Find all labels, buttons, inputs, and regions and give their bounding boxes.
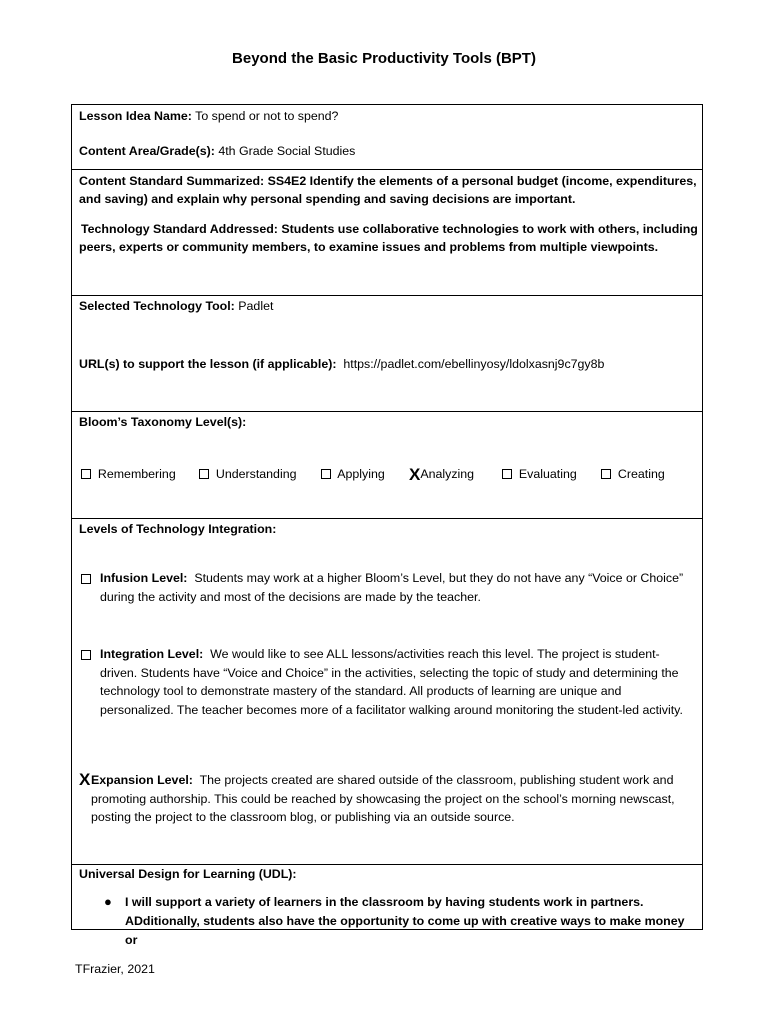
checkbox-icon <box>601 469 611 479</box>
option-label: Analyzing <box>420 467 475 481</box>
lesson-name-value: To spend or not to spend? <box>195 109 339 123</box>
checkbox-icon <box>81 469 91 479</box>
option-label: Remembering <box>97 467 176 481</box>
content-area-label: Content Area/Grade(s): <box>79 144 215 158</box>
infusion-level-text <box>100 569 695 606</box>
checkbox-icon <box>321 469 331 479</box>
technology-standard-line-2: peers, experts or community members, to examine issues and problems from multiple viewpoints. <box>79 240 659 254</box>
blooms-option-applying[interactable] <box>321 467 385 481</box>
udl-label: Universal Design for Learning (UDL): <box>79 867 297 881</box>
content-standard-line-2: and saving) and explain why personal spending and saving decisions are important. <box>79 192 576 206</box>
tool-value: Padlet <box>238 299 274 313</box>
expansion-level-text <box>91 771 695 827</box>
integration-label: Levels of Technology Integration: <box>79 522 277 536</box>
checked-x-icon: X <box>79 770 91 789</box>
expansion-level-label: Expansion Level: <box>91 773 193 787</box>
content-area-row <box>79 142 695 160</box>
tool-label: Selected Technology Tool: <box>79 299 235 313</box>
infusion-level-description: Students may work at a higher Bloom’s Level, but they do not have any “Voice or Choice” during the activity and most of the decisions are made by the teacher. <box>100 571 684 604</box>
content-standard-line-1: Content Standard Summarized: SS4E2 Identify the elements of a personal budget (income, expenditures, <box>79 174 697 188</box>
checkbox-icon <box>81 650 91 660</box>
checked-x-icon: X <box>409 465 421 484</box>
url-value[interactable]: https://padlet.com/ebellinyosy/ldolxasnj9c7gy8b <box>343 357 605 371</box>
blooms-option-evaluating[interactable] <box>502 467 577 481</box>
blooms-label: Bloom’s Taxonomy Level(s): <box>79 415 247 429</box>
udl-section <box>72 865 702 947</box>
page-title: Beyond the Basic Productivity Tools (BPT) <box>232 50 536 67</box>
footer-author: TFrazier, 2021 <box>75 962 155 976</box>
infusion-level-label: Infusion Level: <box>100 571 188 585</box>
blooms-option-creating[interactable] <box>601 467 665 481</box>
blooms-section <box>72 412 702 519</box>
integration-level-text <box>100 645 695 719</box>
lesson-name-row <box>79 107 695 125</box>
tool-row <box>79 297 695 315</box>
standards-section <box>72 170 702 296</box>
checkbox-icon <box>199 469 209 479</box>
expansion-level-description: The projects created are shared outside of the classroom, publishing student work and promoting authorship. This could be reached by showcasing the project on the school’s morning newscast, posting the project to the classroom blog, or publishing via an outside source. <box>91 773 675 824</box>
integration-section <box>72 519 702 865</box>
checkbox-icon <box>502 469 512 479</box>
technology-tool-section <box>72 296 702 412</box>
blooms-option-analyzing[interactable] <box>409 467 474 482</box>
blooms-option-remembering[interactable] <box>81 467 176 481</box>
url-row <box>79 355 695 373</box>
option-label: Creating <box>617 467 665 481</box>
option-label: Evaluating <box>518 467 577 481</box>
option-label: Understanding <box>215 467 297 481</box>
integration-level-description: We would like to see ALL lessons/activities reach this level. The project is student-driven. Students have “Voice and Choice” in the activities, selecting the topic of study and determining the technology tool to demonstrate mastery of the standard. All products of learning are unique and personalized. The teacher becomes more of a facilitator walking around monitoring the student-led activity. <box>100 647 683 717</box>
option-label: Applying <box>337 467 385 481</box>
integration-level-label: Integration Level: <box>100 647 204 661</box>
udl-bullet-text: I will support a variety of learners in the classroom by having students work in partners. ADditionally, students also have the opportunity to come up with creative ways to make money or <box>125 895 685 947</box>
checkbox-icon <box>81 574 91 584</box>
lesson-name-label: Lesson Idea Name: <box>79 109 192 123</box>
lesson-info-section <box>72 105 702 170</box>
lesson-form-table <box>71 104 703 947</box>
content-area-value: 4th Grade Social Studies <box>218 144 356 158</box>
bullet-icon: ● <box>104 894 112 909</box>
url-label: URL(s) to support the lesson (if applicable): <box>79 357 337 371</box>
blooms-option-understanding[interactable] <box>199 467 296 481</box>
technology-standard-line-1: Technology Standard Addressed: Students use collaborative technologies to work with others, including <box>81 222 698 236</box>
